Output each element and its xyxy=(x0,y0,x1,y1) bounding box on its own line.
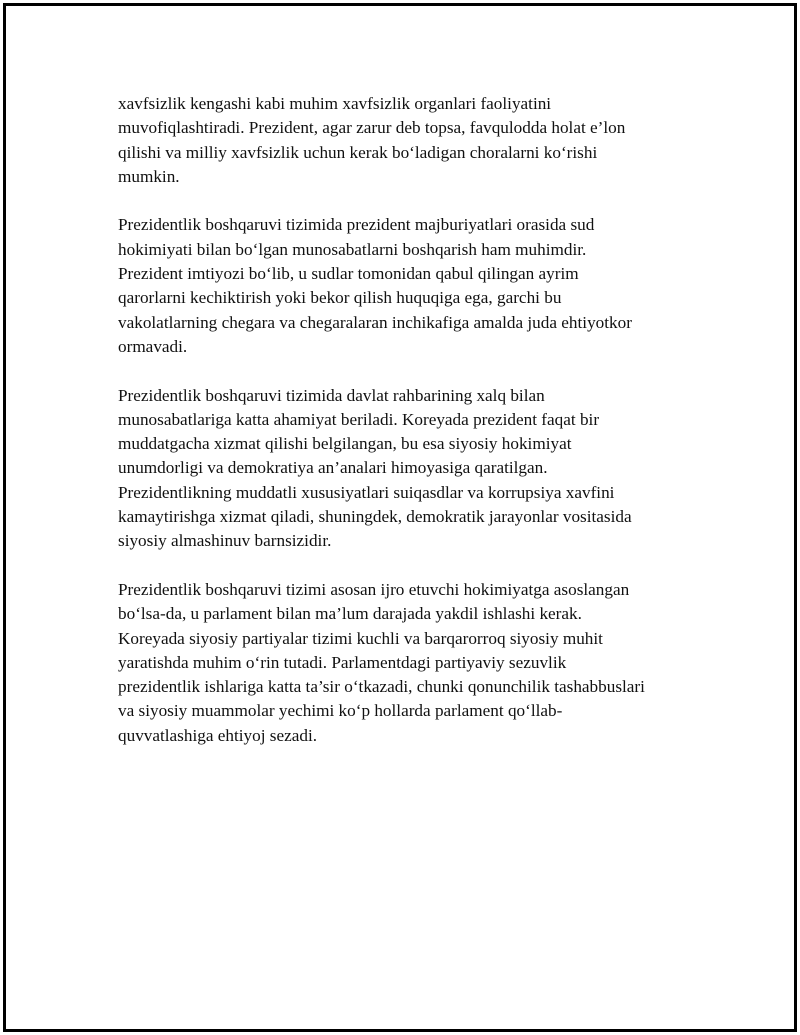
text-line: mumkin. xyxy=(118,166,180,186)
text-line: unumdorligi va demokratiya an’analari himoyasiga qaratilgan. xyxy=(118,458,548,478)
text-line: xavfsizlik kengashi kabi muhim xavfsizlik organlari faoliyatini xyxy=(118,94,552,113)
text-line: muvofiqlashtiradi. Prezident, agar zarur deb topsa, favqulodda holat e’lon xyxy=(118,118,626,138)
text-line: qarorlarni kechiktirish yoki bekor qilish huquqiga ega, garchi bu xyxy=(118,288,562,308)
text-line: siyosiy almashinuv barnsizidir. xyxy=(118,531,332,551)
text-line: kamaytirishga xizmat qiladi, shuningdek, demokratik jarayonlar vositasida xyxy=(118,507,632,527)
text-line: ormavadi. xyxy=(118,336,188,356)
text-line: prezidentlik ishlariga katta ta’sir o‘tkazadi, chunki qonunchilik tashabbuslari xyxy=(118,677,645,697)
text-line: muddatgacha xizmat qilishi belgilangan, bu esa siyosiy hokimiyat xyxy=(118,434,572,454)
paragraph-2 xyxy=(118,213,708,359)
text-line: Prezidentlik boshqaruvi tizimi asosan ijro etuvchi hokimiyatga asoslangan xyxy=(118,579,630,599)
text-line: Prezident imtiyozi bo‘lib, u sudlar tomonidan qabul qilingan ayrim xyxy=(118,264,579,284)
text-line: Prezidentlik boshqaruvi tizimida prezident majburiyatlari orasida sud xyxy=(118,215,595,235)
text-line: munosabatlariga katta ahamiyat beriladi. Koreyada prezident faqat bir xyxy=(118,409,600,429)
text-line: vakolatlarning chegara va chegaralaran inchikafiga amalda juda ehtiyotkor xyxy=(118,312,632,332)
text-line: qilishi va milliy xavfsizlik uchun kerak bo‘ladigan choralarni ko‘rishi xyxy=(118,142,598,162)
document-body xyxy=(118,92,708,772)
text-line: quvvatlashiga ehtiyoj sezadi. xyxy=(118,725,318,745)
text-line: Koreyada siyosiy partiyalar tizimi kuchli va barqarorroq siyosiy muhit xyxy=(118,628,603,648)
paragraph-3 xyxy=(118,384,708,554)
text-line: hokimiyati bilan bo‘lgan munosabatlarni boshqarish ham muhimdir. xyxy=(118,239,587,259)
text-line: Prezidentlik boshqaruvi tizimida davlat rahbarining xalq bilan xyxy=(118,385,545,405)
text-line: Prezidentlikning muddatli xususiyatlari suiqasdlar va korrupsiya xavfini xyxy=(118,482,615,502)
text-line: yaratishda muhim o‘rin tutadi. Parlamentdagi partiyaviy sezuvlik xyxy=(118,652,567,672)
paragraph-4 xyxy=(118,578,708,748)
text-line: bo‘lsa-da, u parlament bilan ma’lum darajada yakdil ishlashi kerak. xyxy=(118,604,582,624)
paragraph-1 xyxy=(118,92,708,189)
text-line: va siyosiy muammolar yechimi ko‘p hollarda parlament qo‘llab- xyxy=(118,701,563,721)
